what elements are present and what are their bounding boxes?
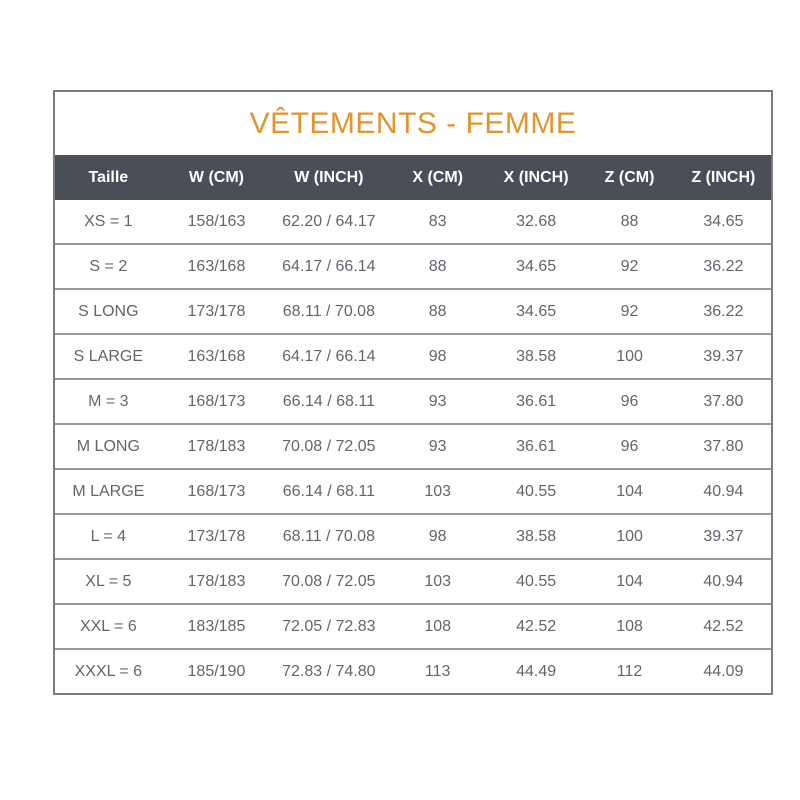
cell-w-inch: 62.20 / 64.17 [282,212,376,230]
table-row [55,424,771,469]
column-header-z-cm: Z (CM) [583,155,675,200]
cell-x-cm: 88 [386,289,488,334]
cell-z-inch: 40.94 [676,559,771,604]
table-row [55,649,771,693]
table-row [55,334,771,379]
cell-size: S LARGE [55,334,162,379]
cell-w-inch: 64.17 / 66.14 [271,334,386,379]
cell-x-inch: 36.61 [489,424,584,469]
column-header-w-cm: W (CM) [162,155,272,200]
cell-z-inch: 44.09 [676,649,771,693]
cell-x-cm: 88 [386,244,488,289]
cell-w-cm: 163/168 [162,334,272,379]
cell-w-cm: 168/173 [162,469,272,514]
cell-z-cm: 112 [583,649,675,693]
table-row [55,469,771,514]
cell-z-inch: 37.80 [676,424,771,469]
cell-z-inch: 39.37 [676,514,771,559]
cell-w-cm: 163/168 [162,244,272,289]
cell-x-inch: 38.58 [489,514,584,559]
cell-x-inch: 40.55 [489,469,584,514]
cell-size: S = 2 [55,244,162,289]
cell-z-cm: 92 [583,289,675,334]
cell-w-cm: 178/183 [162,424,272,469]
size-table [55,155,771,693]
cell-x-inch: 32.68 [516,212,557,230]
cell-w-cm: 173/178 [162,514,272,559]
cell-z-inch: 36.22 [676,244,771,289]
cell-x-cm: 93 [386,424,488,469]
cell-w-inch: 70.08 / 72.05 [271,559,386,604]
cell-x-cm: 98 [386,514,488,559]
cell-x-cm: 83 [428,212,447,230]
cell-z-cm: 96 [583,424,675,469]
cell-z-cm: 88 [620,212,639,230]
table-row [55,514,771,559]
cell-w-inch: 68.11 / 70.08 [271,289,386,334]
cell-z-cm: 104 [583,469,675,514]
cell-z-cm: 104 [583,559,675,604]
cell-size: XL = 5 [55,559,162,604]
table-row [55,604,771,649]
cell-w-inch: 64.17 / 66.14 [271,244,386,289]
cell-x-inch: 38.58 [489,334,584,379]
cell-size: S LONG [55,289,162,334]
table-row [55,200,771,244]
column-header-x-inch: X (INCH) [489,155,584,200]
cell-size: XS = 1 [84,212,133,230]
cell-w-inch: 66.14 / 68.11 [271,469,386,514]
cell-w-inch: 68.11 / 70.08 [271,514,386,559]
header-row [55,155,771,200]
table-row [55,244,771,289]
cell-w-cm: 173/178 [162,289,272,334]
cell-w-cm: 183/185 [162,604,272,649]
table-row [55,379,771,424]
cell-w-cm: 185/190 [162,649,272,693]
cell-z-cm: 100 [583,514,675,559]
cell-size: M LARGE [55,469,162,514]
cell-x-inch: 44.49 [489,649,584,693]
table-row [55,289,771,334]
cell-w-inch: 72.05 / 72.83 [271,604,386,649]
cell-x-inch: 42.52 [489,604,584,649]
cell-z-cm: 96 [583,379,675,424]
cell-z-inch: 37.80 [676,379,771,424]
cell-z-cm: 108 [583,604,675,649]
cell-w-inch: 66.14 / 68.11 [271,379,386,424]
cell-w-cm: 158/163 [187,212,246,230]
cell-w-cm: 178/183 [162,559,272,604]
column-header-taille: Taille [55,155,162,200]
size-chart-table [53,90,773,695]
cell-size: XXL = 6 [55,604,162,649]
cell-size: M LONG [55,424,162,469]
chart-title: VÊTEMENTS - FEMME [249,107,577,140]
cell-size: XXXL = 6 [55,649,162,693]
cell-z-cm: 100 [583,334,675,379]
table-row [55,559,771,604]
cell-x-inch: 40.55 [489,559,584,604]
cell-x-cm: 103 [386,469,488,514]
cell-x-inch: 34.65 [489,289,584,334]
cell-z-inch: 39.37 [676,334,771,379]
cell-x-cm: 103 [386,559,488,604]
cell-w-cm: 168/173 [162,379,272,424]
cell-z-inch: 42.52 [676,604,771,649]
cell-z-inch: 34.65 [703,212,744,230]
cell-x-inch: 34.65 [489,244,584,289]
cell-x-cm: 93 [386,379,488,424]
cell-x-cm: 113 [386,649,488,693]
column-header-z-inch: Z (INCH) [676,155,771,200]
cell-w-inch: 72.83 / 74.80 [271,649,386,693]
cell-size: L = 4 [55,514,162,559]
cell-x-cm: 98 [386,334,488,379]
cell-z-inch: 36.22 [676,289,771,334]
cell-x-inch: 36.61 [489,379,584,424]
cell-w-inch: 70.08 / 72.05 [271,424,386,469]
cell-size: M = 3 [55,379,162,424]
cell-z-inch: 40.94 [676,469,771,514]
column-header-x-cm: X (CM) [386,155,488,200]
cell-x-cm: 108 [386,604,488,649]
cell-z-cm: 92 [583,244,675,289]
column-header-w-inch: W (INCH) [271,155,386,200]
